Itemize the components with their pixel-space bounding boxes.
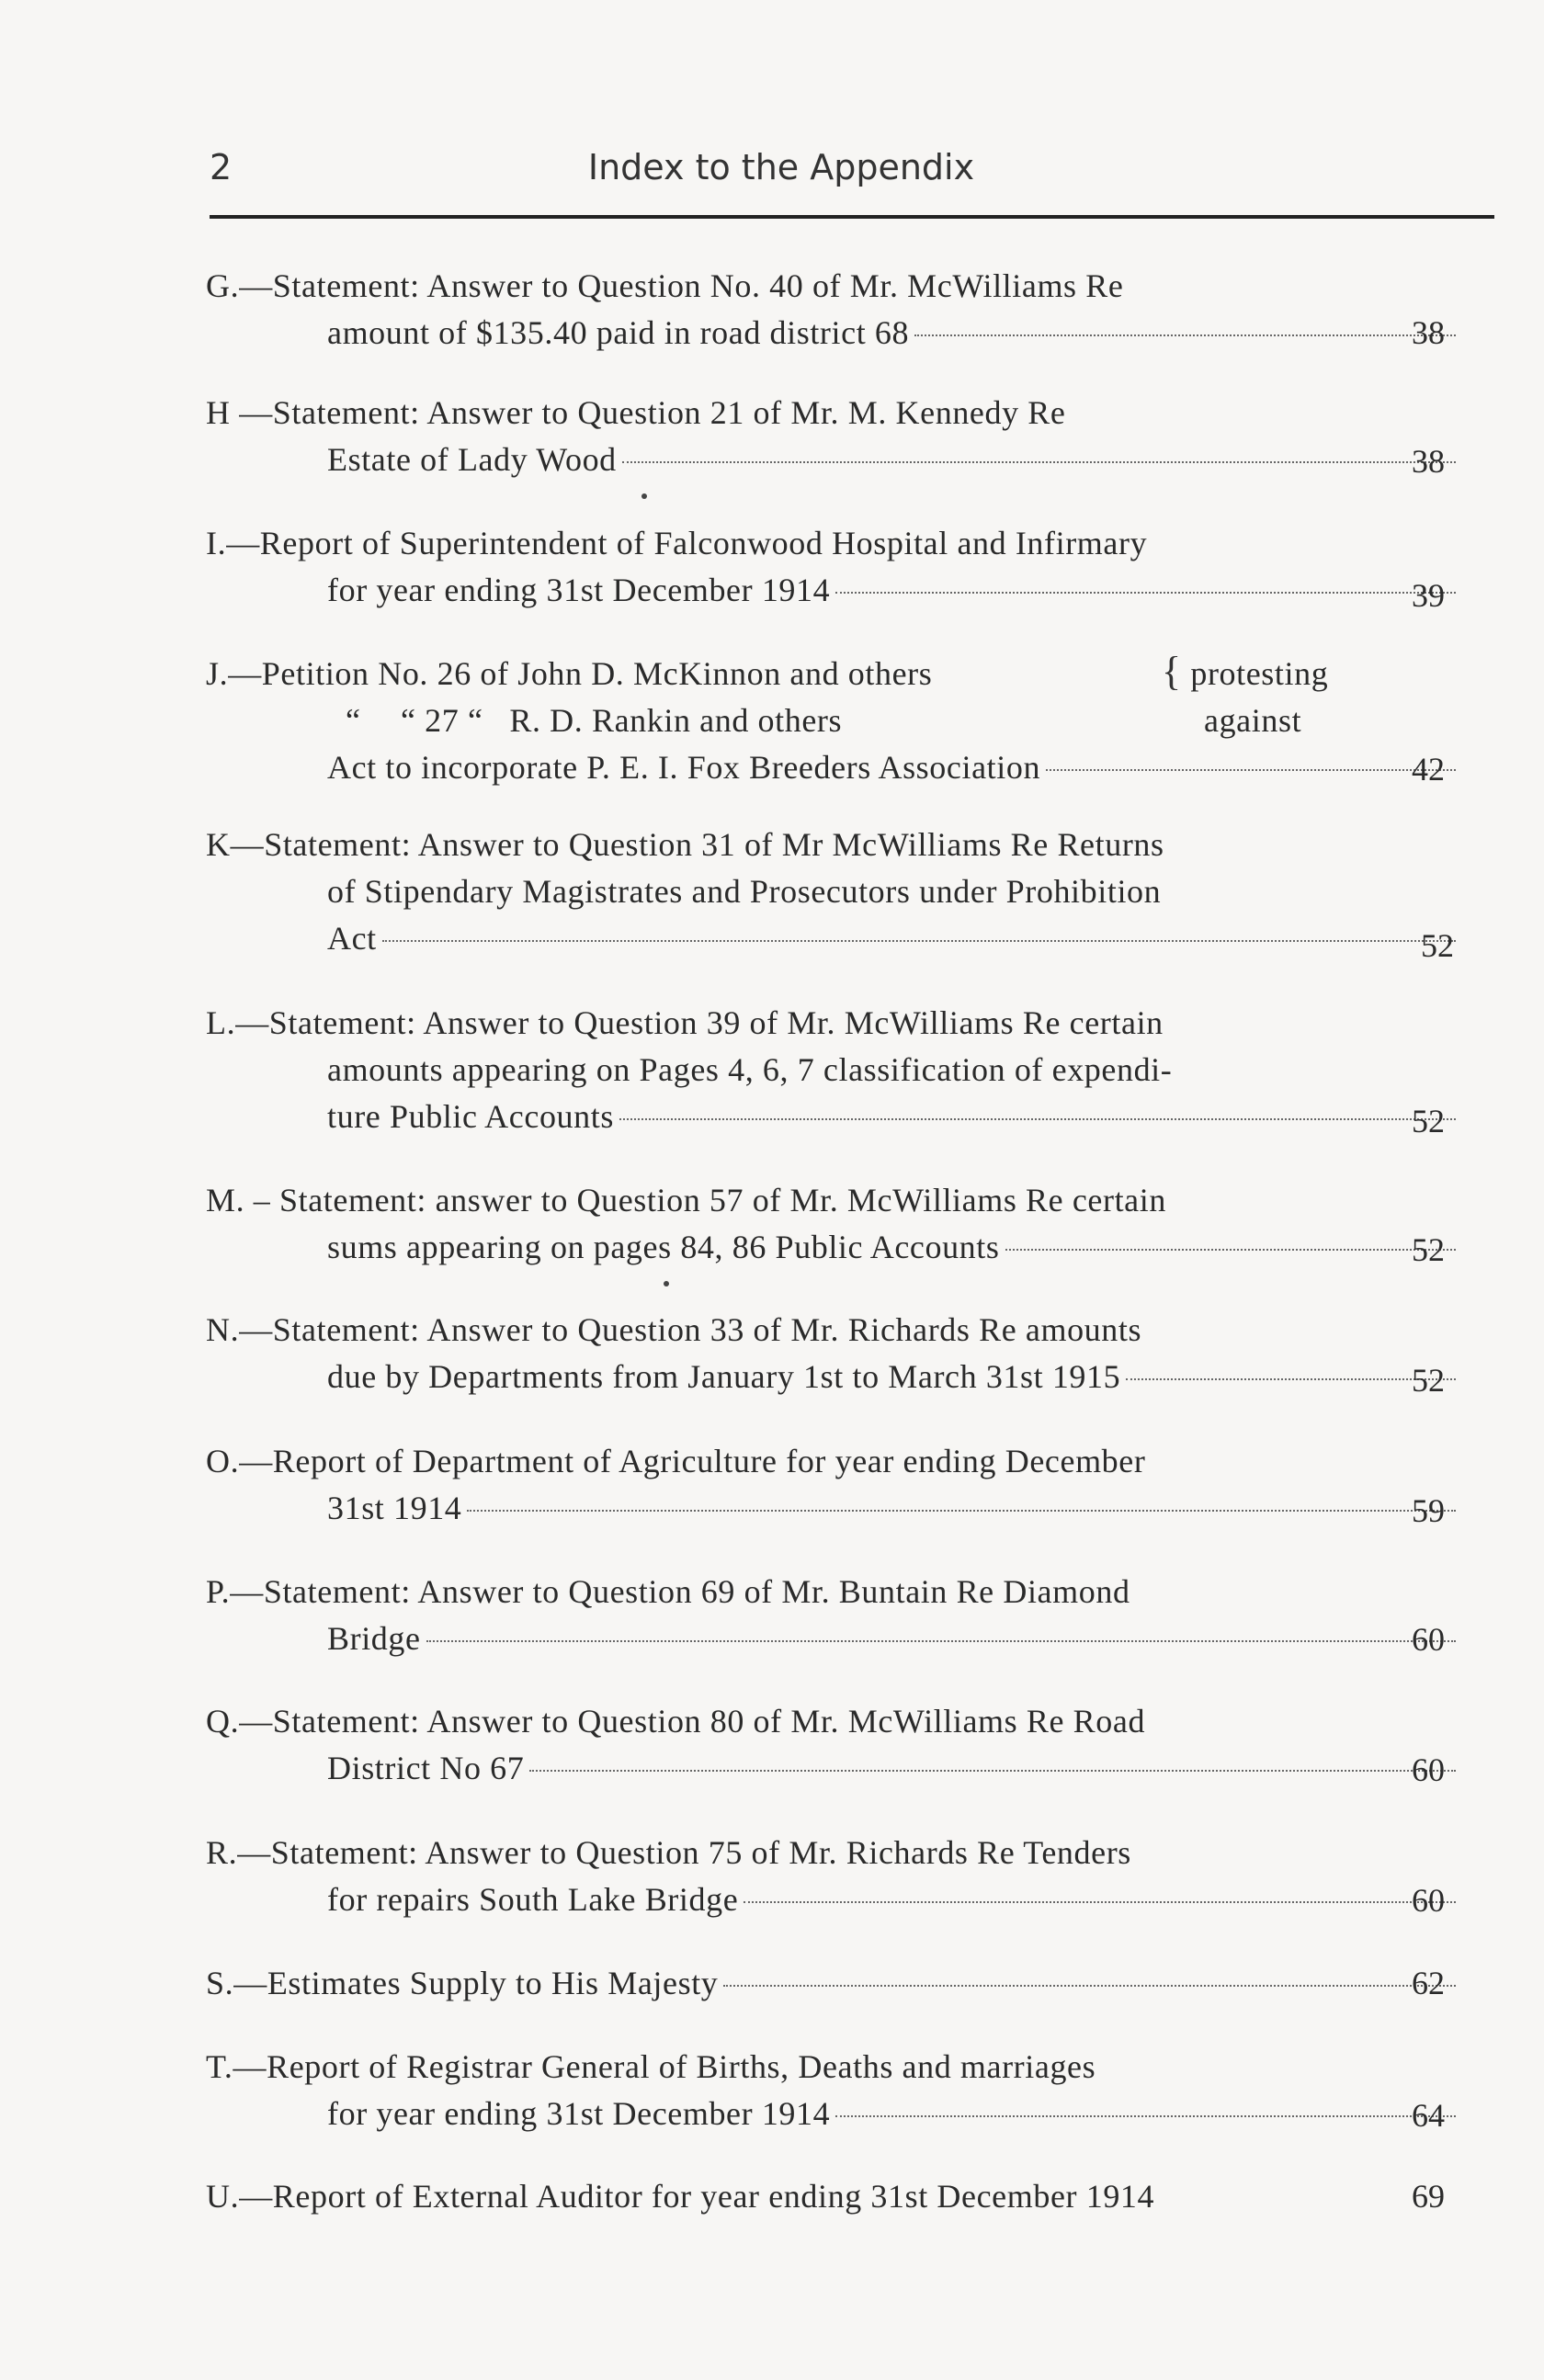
dot-leader [835, 592, 1456, 594]
index-entry-u [206, 2173, 1461, 2220]
entry-page-number: 52 [1421, 927, 1454, 964]
entry-text-line: G.—Statement: Answer to Question No. 40 of Mr. McWilliams Re [206, 267, 1124, 304]
entry-page-number: 60 [1412, 1882, 1445, 1919]
entry-text-line: J.—Petition No. 26 of John D. McKinnon and others [206, 655, 933, 692]
entry-leader-line [206, 915, 1461, 962]
bracket-text: against [1204, 702, 1302, 739]
entry-text-line: S.—Estimates Supply to His Majesty [206, 1965, 719, 2001]
entry-text-line: Act [327, 920, 377, 957]
index-entry-n [206, 1307, 1461, 1400]
brace-glyph: { [1162, 649, 1182, 694]
entry-leader-line [206, 1615, 1461, 1662]
dot-leader [1046, 769, 1456, 771]
dot-leader [1005, 1249, 1457, 1251]
entry-text-line: District No 67 [327, 1750, 525, 1786]
entry-leader-line [206, 1876, 1461, 1923]
entry-text-line: ture Public Accounts [327, 1098, 614, 1135]
entry-leader-line [206, 1745, 1461, 1792]
index-entry-p [206, 1569, 1461, 1662]
entry-leader-line [206, 310, 1461, 357]
index-entry-r [206, 1830, 1461, 1923]
index-entry-h [206, 390, 1461, 483]
index-entry-o [206, 1438, 1461, 1532]
dot-leader [619, 1118, 1456, 1120]
index-entry-i [206, 520, 1461, 614]
dot-leader [1126, 1378, 1456, 1380]
entry-text-line: Estate of Lady Wood [327, 441, 617, 478]
entry-text-line: Q.—Statement: Answer to Question 80 of Mr. McWilliams Re Road [206, 1703, 1146, 1740]
entry-text-line: for repairs South Lake Bridge [327, 1881, 739, 1918]
entry-page-number: 64 [1412, 2097, 1445, 2134]
entry-text-line: U.—Report of External Auditor for year ending 31st December 1914 [206, 2178, 1155, 2215]
dot-leader [426, 1640, 1456, 1642]
entry-text-line: P.—Statement: Answer to Question 69 of Mr. Buntain Re Diamond [206, 1573, 1130, 1610]
entry-page-number: 52 [1412, 1362, 1445, 1399]
index-entry-k [206, 822, 1461, 962]
entry-text-line: for year ending 31st December 1914 [327, 2095, 831, 2132]
entry-text-line: M. – Statement: answer to Question 57 of Mr. McWilliams Re certain [206, 1182, 1166, 1218]
entry-page-number: 60 [1412, 1621, 1445, 1658]
index-entry-j [206, 651, 1461, 791]
entry-page-number: 52 [1412, 1103, 1445, 1139]
entry-text-line: for year ending 31st December 1914 [327, 572, 831, 608]
entry-text-line: N.—Statement: Answer to Question 33 of Mr. Richards Re amounts [206, 1311, 1142, 1348]
entry-page-number: 59 [1412, 1492, 1445, 1529]
dot-leader [744, 1901, 1456, 1903]
bracket-text: protesting [1190, 655, 1329, 692]
index-entry-s [206, 1960, 1461, 2007]
dot-leader [382, 940, 1456, 942]
entry-page-number: 39 [1412, 577, 1445, 614]
entry-leader-line [206, 1094, 1461, 1140]
entry-page-number: 62 [1412, 1965, 1445, 2001]
entry-text-line: amounts appearing on Pages 4, 6, 7 classification of expendi- [327, 1051, 1173, 1088]
page-title: Index to the Appendix [587, 147, 975, 187]
entry-text-line: R. D. Rankin and others [509, 702, 843, 739]
entry-page-number: 60 [1412, 1751, 1445, 1788]
entry-text-line: H —Statement: Answer to Question 21 of Mr. M. Kennedy Re [206, 394, 1066, 431]
entry-text-line: Act to incorporate P. E. I. Fox Breeders Association [327, 749, 1041, 786]
ditto-mark: “ [346, 702, 361, 739]
page-number: 2 [210, 147, 233, 187]
entry-page-number: 38 [1412, 314, 1445, 351]
dot-leader [467, 1510, 1456, 1512]
entry-text-line: I.—Report of Superintendent of Falconwood Hospital and Infirmary [206, 525, 1148, 561]
print-speck [664, 1281, 669, 1286]
ditto-number: “ 27 “ [401, 702, 483, 739]
dot-leader [723, 1985, 1456, 1987]
entry-leader-line [206, 744, 1461, 791]
entry-leader-line [206, 567, 1461, 614]
dot-leader [622, 461, 1456, 463]
entry-leader-line [206, 2091, 1461, 2137]
dot-leader [914, 334, 1456, 336]
entry-text-line: T.—Report of Registrar General of Births, Deaths and marriages [206, 2048, 1096, 2085]
entry-leader-line [206, 1354, 1461, 1400]
entry-page-number: 52 [1412, 1231, 1445, 1268]
index-entry-l [206, 1000, 1461, 1140]
bracketed-note [1162, 651, 1328, 744]
entry-text-line: sums appearing on pages 84, 86 Public Accounts [327, 1229, 1000, 1265]
entry-page-number: 42 [1412, 751, 1445, 788]
entry-leader-line [206, 1485, 1461, 1532]
entry-text-line: L.—Statement: Answer to Question 39 of Mr. McWilliams Re certain [206, 1004, 1164, 1041]
entry-text-line: 31st 1914 [327, 1490, 462, 1526]
entry-text-line: K—Statement: Answer to Question 31 of Mr McWilliams Re Returns [206, 826, 1164, 863]
index-entry-m [206, 1177, 1461, 1271]
entry-text-line: R.—Statement: Answer to Question 75 of Mr. Richards Re Tenders [206, 1834, 1131, 1871]
index-entry-t [206, 2044, 1461, 2137]
entry-text-line: Bridge [327, 1620, 421, 1657]
entry-page-number: 38 [1412, 443, 1445, 480]
dot-leader [529, 1770, 1456, 1772]
index-entry-g [206, 263, 1461, 357]
index-entry-q [206, 1698, 1461, 1792]
entry-text-line: of Stipendary Magistrates and Prosecutors under Prohibition [327, 873, 1162, 910]
entry-text-line: amount of $135.40 paid in road district 68 [327, 314, 910, 351]
header-rule [210, 215, 1494, 219]
entry-text-line: O.—Report of Department of Agriculture for year ending December [206, 1443, 1146, 1479]
print-speck [641, 493, 647, 499]
entry-leader-line [206, 1224, 1461, 1271]
entry-page-number: 69 [1412, 2178, 1445, 2215]
entry-leader-line [206, 1960, 1461, 2007]
dot-leader [835, 2115, 1456, 2117]
entry-text-line: due by Departments from January 1st to March 31st 1915 [327, 1358, 1121, 1395]
entry-leader-line [206, 436, 1461, 483]
